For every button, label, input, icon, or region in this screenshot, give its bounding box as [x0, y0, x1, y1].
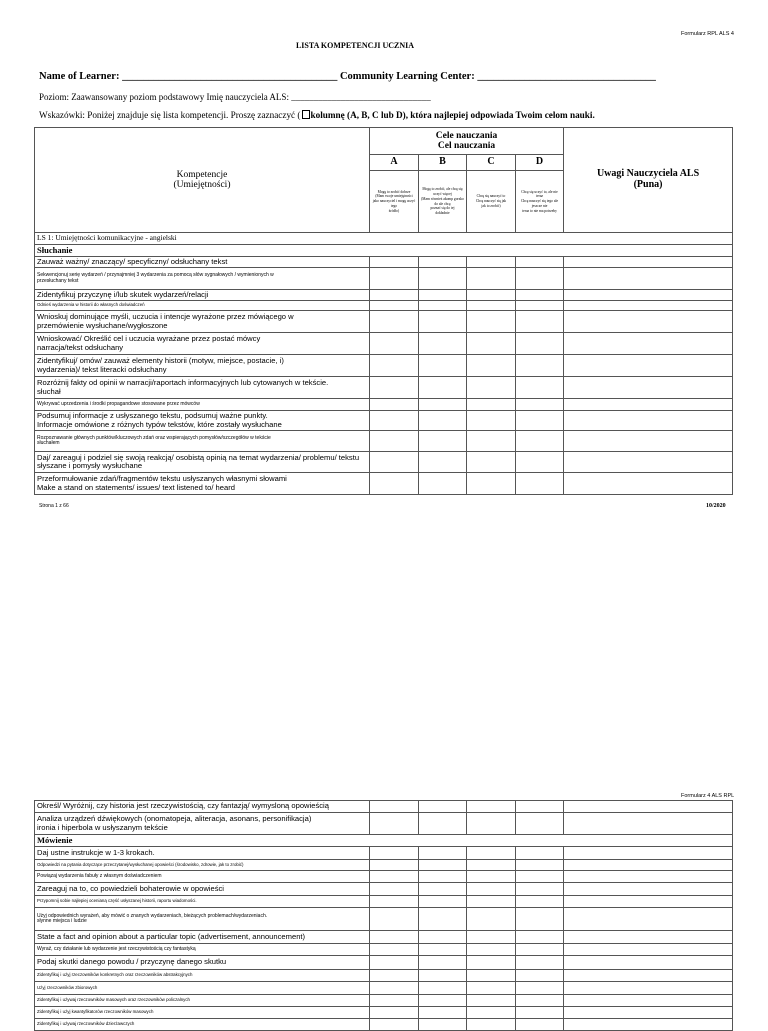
listening-rows [35, 257, 733, 495]
check-cell-c[interactable] [467, 896, 516, 908]
form-code-page2: Formularz 4 ALS RPL [681, 793, 735, 799]
check-cell-c[interactable] [467, 268, 516, 290]
check-cell-b[interactable] [419, 944, 467, 956]
teacher-notes-cell[interactable] [564, 871, 733, 883]
competency-line-1: Sekwencjonuj serię wydarzeń / przynajmniej 3 wydarzenia za pomocą słów sygnałowych / wymienionych w [37, 272, 274, 279]
teacher-notes-cell[interactable] [564, 473, 733, 495]
competency-text [35, 257, 370, 268]
competency-text [35, 847, 370, 860]
check-cell-b[interactable] [419, 473, 467, 495]
check-cell-d[interactable] [516, 411, 564, 431]
competency-line-1: Zareaguj na to, co powiedzieli bohaterowie w opowieści [37, 883, 224, 893]
check-cell-a[interactable] [370, 982, 419, 995]
competency-row [35, 908, 733, 931]
competency-line-1: Zidentyfikuj przyczynę i/lub skutek wydarzeń/relacji [37, 289, 209, 299]
desc-a2: (Mam swoje umiejętności jako nauczyciel i mogę uczyć tego [372, 194, 416, 208]
competency-row [35, 956, 733, 970]
desc-d2: Chcę nauczyć się tego ale jeszcze nie [520, 199, 559, 208]
check-cell-d[interactable] [516, 813, 564, 835]
check-cell-a[interactable] [370, 883, 419, 896]
competency-row [35, 995, 733, 1007]
competency-text [35, 355, 370, 377]
competency-text [35, 268, 370, 290]
teacher-notes-cell[interactable] [564, 1007, 733, 1019]
revision-date: 10/2020 [706, 503, 726, 509]
check-cell-b[interactable] [419, 956, 467, 970]
competency-row [35, 399, 733, 411]
teacher-notes-cell[interactable] [564, 813, 733, 835]
competency-line-1: Zidentyfikuj i użyj rzeczowników konkretnych oraz rzeczowników abstrakcyjnych [37, 972, 193, 978]
check-cell-a[interactable] [370, 452, 419, 473]
competency-line-1: Wyraź, czy działanie lub wydarzenie jest rzeczywistością czy fantastyką [37, 945, 196, 952]
form-code: Formularz RPL ALS 4 [681, 31, 734, 37]
check-cell-d[interactable] [516, 355, 564, 377]
competency-row [35, 301, 733, 311]
listening-rows-continued [35, 801, 733, 835]
check-cell-a[interactable] [370, 301, 419, 311]
competencies-header-line2: (Umiejętności) [173, 180, 231, 190]
check-cell-a[interactable] [370, 995, 419, 1007]
competency-line-1: Analiza urządzeń dźwiękowych (onomatopeja, aliteracja, asonans, personifikacja) [37, 814, 312, 824]
check-cell-c[interactable] [467, 257, 516, 268]
check-cell-b[interactable] [419, 871, 467, 883]
check-cell-b[interactable] [419, 290, 467, 301]
check-cell-d[interactable] [516, 311, 564, 333]
teacher-notes-cell[interactable] [564, 377, 733, 399]
check-cell-b[interactable] [419, 268, 467, 290]
check-cell-b[interactable] [419, 883, 467, 896]
competency-text [35, 473, 370, 495]
check-cell-c[interactable] [467, 333, 516, 355]
check-cell-c[interactable] [467, 970, 516, 982]
check-cell-b[interactable] [419, 377, 467, 399]
check-cell-d[interactable] [516, 931, 564, 944]
check-cell-b[interactable] [419, 1019, 467, 1031]
competency-text [35, 1007, 370, 1019]
check-cell-c[interactable] [467, 995, 516, 1007]
competency-line-1: Rozróżnij fakty od opinii w narracji/raportach informacyjnych lub cytowanych w tekście. [37, 378, 329, 388]
check-cell-d[interactable] [516, 399, 564, 411]
checkbox-symbol [302, 110, 310, 119]
competency-text [35, 944, 370, 956]
competency-line-1: Wnioskuj dominujące myśli, uczucia i intencje wyrażone przez mówiącego w [37, 312, 294, 322]
check-cell-d[interactable] [516, 257, 564, 268]
check-cell-c[interactable] [467, 883, 516, 896]
competency-line-1: Użyj odpowiednich wyrażeń, aby mówić o znanych wydarzeniach, bieżących problemach/wydarzeniach. [37, 912, 268, 919]
check-cell-a[interactable] [370, 431, 419, 452]
competency-row [35, 883, 733, 896]
competency-text [35, 982, 370, 995]
teacher-notes-cell[interactable] [564, 290, 733, 301]
check-cell-c[interactable] [467, 452, 516, 473]
check-cell-c[interactable] [467, 847, 516, 860]
check-cell-b[interactable] [419, 896, 467, 908]
check-cell-c[interactable] [467, 871, 516, 883]
check-cell-b[interactable] [419, 908, 467, 931]
competency-row [35, 944, 733, 956]
competency-row [35, 355, 733, 377]
competency-text [35, 896, 370, 908]
competency-line-1: Wnioskować/ Określić cel i uczucia wyrażane przez postać mówcy [37, 334, 261, 344]
check-cell-a[interactable] [370, 311, 419, 333]
check-cell-b[interactable] [419, 333, 467, 355]
teacher-notes-cell[interactable] [564, 847, 733, 860]
check-cell-b[interactable] [419, 399, 467, 411]
competency-line-2: narracja/tekst odsłuchany [37, 342, 124, 352]
competency-text [35, 883, 370, 896]
check-cell-c[interactable] [467, 931, 516, 944]
competency-line-2: Informacje omówione z różnych typów tekstów, które zostały wysłuchane [37, 419, 282, 429]
teacher-notes-cell[interactable] [564, 801, 733, 813]
check-cell-b[interactable] [419, 301, 467, 311]
competency-text [35, 301, 370, 311]
teacher-notes-cell[interactable] [564, 970, 733, 982]
section-listening: Słuchanie [35, 245, 733, 257]
column-a-description [370, 171, 419, 233]
competencies-header-line1: Kompetencje [176, 169, 228, 180]
speaking-rows [35, 847, 733, 1031]
check-cell-d[interactable] [516, 333, 564, 355]
competency-text [35, 333, 370, 355]
competency-row [35, 813, 733, 835]
check-cell-a[interactable] [370, 333, 419, 355]
competency-row [35, 931, 733, 944]
competency-row [35, 970, 733, 982]
check-cell-c[interactable] [467, 1007, 516, 1019]
competency-line-1: Określ/ Wyróżnij, czy historia jest rzeczywistością, czy fantazją/ wymysloną opowieścią [37, 801, 329, 811]
competency-line-1: Daj/ zareaguj i podziel się swoją reakcją/ osobistą opinią na temat wydarzenia/ problemu/ tekstu [37, 452, 360, 462]
competency-text [35, 970, 370, 982]
teacher-notes-cell[interactable] [564, 411, 733, 431]
check-cell-a[interactable] [370, 1007, 419, 1019]
goals-line2: Cel nauczania [437, 141, 496, 151]
competency-text [35, 377, 370, 399]
section-ls1: LS 1: Umiejętności komunikacyjne - angielski [35, 233, 733, 245]
competency-row [35, 268, 733, 290]
teacher-notes-cell[interactable] [564, 931, 733, 944]
check-cell-c[interactable] [467, 473, 516, 495]
teacher-notes-cell[interactable] [564, 333, 733, 355]
desc-a1: Mogę to zrobić dobrze [377, 189, 411, 194]
check-cell-c[interactable] [467, 813, 516, 835]
check-cell-d[interactable] [516, 268, 564, 290]
teacher-notes-cell[interactable] [564, 301, 733, 311]
notes-line1: Uwagi Nauczyciela ALS [596, 168, 700, 180]
competency-line-2: wydarzenia)/ tekst literacki odsłuchany [37, 364, 167, 374]
competency-text [35, 956, 370, 970]
column-c-header: C [467, 155, 516, 171]
check-cell-d[interactable] [516, 860, 564, 871]
competency-row [35, 333, 733, 355]
competency-row [35, 257, 733, 268]
check-cell-d[interactable] [516, 431, 564, 452]
competency-text [35, 813, 370, 835]
competency-row [35, 431, 733, 452]
check-cell-d[interactable] [516, 908, 564, 931]
check-cell-a[interactable] [370, 956, 419, 970]
competency-line-1: Wykrywać uprzedzenia i środki propagandowe stosowane przez mówców [37, 400, 200, 407]
teacher-notes-cell[interactable] [564, 311, 733, 333]
check-cell-d[interactable] [516, 377, 564, 399]
competency-text [35, 801, 370, 813]
competency-row [35, 860, 733, 871]
check-cell-d[interactable] [516, 801, 564, 813]
check-cell-d[interactable] [516, 982, 564, 995]
competencies-header [35, 128, 370, 233]
desc-c2: Chcę nauczyć się jak [475, 199, 507, 204]
check-cell-a[interactable] [370, 290, 419, 301]
teacher-notes-cell[interactable] [564, 944, 733, 956]
check-cell-c[interactable] [467, 399, 516, 411]
competency-line-2: słuchał [37, 386, 61, 396]
check-cell-b[interactable] [419, 411, 467, 431]
teacher-notes-cell[interactable] [564, 860, 733, 871]
competency-row [35, 847, 733, 860]
desc-c1: Chcę się nauczyć to [476, 194, 506, 199]
desc-b3: poznać się do tej [430, 206, 455, 211]
competency-line-1: Użyj rzeczowników zbiorowych [37, 984, 98, 990]
check-cell-c[interactable] [467, 411, 516, 431]
instructions [39, 110, 595, 120]
section-speaking: Mówienie [35, 835, 733, 847]
check-cell-b[interactable] [419, 431, 467, 452]
check-cell-d[interactable] [516, 896, 564, 908]
competency-line-1: Zidentyfikuj i używaj rzeczowników dzierżawczych [37, 1021, 135, 1027]
competency-line-1: Rozpoznawanie głównych punktów/kluczowych zdań oraz wspierających pomysłów/szczegółów w tekście [37, 434, 271, 441]
desc-b4: dokładnie [435, 210, 450, 215]
competency-text [35, 431, 370, 452]
check-cell-a[interactable] [370, 970, 419, 982]
teacher-notes-cell[interactable] [564, 399, 733, 411]
check-cell-c[interactable] [467, 1019, 516, 1031]
competency-row [35, 311, 733, 333]
competency-line-1: Zidentyfikuj i używaj rzeczowników masowych oraz rzeczowników policzalnych [37, 997, 190, 1003]
teacher-notes-cell[interactable] [564, 268, 733, 290]
check-cell-a[interactable] [370, 377, 419, 399]
check-cell-a[interactable] [370, 860, 419, 871]
check-cell-d[interactable] [516, 452, 564, 473]
check-cell-a[interactable] [370, 355, 419, 377]
check-cell-d[interactable] [516, 1019, 564, 1031]
check-cell-b[interactable] [419, 995, 467, 1007]
check-cell-a[interactable] [370, 847, 419, 860]
competency-line-1: State a fact and opinion about a particular topic (advertisement, announcement) [37, 931, 306, 941]
check-cell-a[interactable] [370, 473, 419, 495]
competency-line-1: Podsumuj informacje z usłyszanego tekstu, podsumuj ważne punkty. [37, 411, 268, 421]
competency-text [35, 995, 370, 1007]
competency-line-2: słynne miejsca i ludzie [37, 918, 87, 924]
competency-line-1: Przeformułowanie zdań/fragmentów tekstu usłyszanych własnymi słowami [37, 474, 287, 484]
notes-line2: (Puna) [633, 179, 663, 190]
check-cell-c[interactable] [467, 944, 516, 956]
competency-line-1: Podaj skutki danego powodu / przyczynę danego skutku [37, 957, 227, 967]
check-cell-d[interactable] [516, 944, 564, 956]
competency-row [35, 1019, 733, 1031]
check-cell-a[interactable] [370, 257, 419, 268]
check-cell-a[interactable] [370, 801, 419, 813]
competency-text [35, 931, 370, 944]
competency-row [35, 1007, 733, 1019]
check-cell-a[interactable] [370, 813, 419, 835]
check-cell-b[interactable] [419, 860, 467, 871]
teacher-notes-cell[interactable] [564, 452, 733, 473]
check-cell-b[interactable] [419, 311, 467, 333]
competency-text [35, 399, 370, 411]
check-cell-b[interactable] [419, 982, 467, 995]
check-cell-c[interactable] [467, 956, 516, 970]
desc-c3: jak to zrobić) [481, 203, 501, 208]
competency-line-1: Zidentyfikuj/ omów/ zauważ elementy historii (motyw, miejsce, postacie, i) [37, 356, 284, 366]
column-b-header: B [419, 155, 467, 171]
competency-line-1: Odnieś wydarzenia w historii do własnych doświadczeń [37, 302, 145, 308]
check-cell-c[interactable] [467, 801, 516, 813]
competency-row [35, 377, 733, 399]
check-cell-a[interactable] [370, 931, 419, 944]
check-cell-d[interactable] [516, 847, 564, 860]
check-cell-d[interactable] [516, 995, 564, 1007]
check-cell-d[interactable] [516, 956, 564, 970]
column-d-description [516, 171, 564, 233]
teacher-notes-cell[interactable] [564, 355, 733, 377]
competency-line-1: Odpowiedzi na pytania dotyczące przeczytanej/wysłuchanej opowieści (środowisko, zdrowie, jak to zrobić) [37, 861, 244, 867]
check-cell-a[interactable] [370, 908, 419, 931]
check-cell-c[interactable] [467, 290, 516, 301]
check-cell-a[interactable] [370, 399, 419, 411]
competency-line-2: Make a stand on statements/ issues/ text listened to/ heard [37, 482, 235, 492]
check-cell-c[interactable] [467, 311, 516, 333]
check-cell-a[interactable] [370, 411, 419, 431]
competency-table [34, 127, 733, 495]
check-cell-a[interactable] [370, 871, 419, 883]
competency-line-1: Daj ustne instrukcje w 1-3 krokach. [37, 847, 155, 857]
competency-row [35, 982, 733, 995]
check-cell-b[interactable] [419, 1007, 467, 1019]
teacher-notes-cell[interactable] [564, 982, 733, 995]
desc-d3: teraz to nie ma potrzeby [522, 208, 557, 213]
desc-a3: źródło) [388, 208, 400, 213]
desc-d1: Chcę się uczyć to, ale nie teraz [521, 189, 558, 199]
check-cell-c[interactable] [467, 355, 516, 377]
desc-b2: (Mam również akomp gorzko do ale chcę [421, 196, 464, 206]
check-cell-a[interactable] [370, 268, 419, 290]
competency-line-2: ironia i hiperbola w usłyszanym tekście [37, 822, 168, 832]
check-cell-d[interactable] [516, 301, 564, 311]
teacher-notes-cell[interactable] [564, 1019, 733, 1031]
competency-line-1: Powiązaj wydarzenia fabuły z własnym doświadczeniem [37, 872, 162, 879]
teacher-notes-cell[interactable] [564, 995, 733, 1007]
level-line: Poziom: Zaawansowany poziom podstawowy Imię nauczyciela ALS: _______________________________ [39, 92, 431, 102]
competency-table-page2 [34, 800, 733, 1031]
competency-line-2: przemówienie wysłuchane/wygłoszone [37, 320, 168, 330]
check-cell-c[interactable] [467, 860, 516, 871]
check-cell-d[interactable] [516, 473, 564, 495]
column-c-description [467, 171, 516, 233]
page-number: Strona 1 z 66 [39, 503, 69, 509]
instructions-end: kolumnę (A, B, C lub D), która najlepiej odpowiada Twoim celom nauki. [310, 110, 595, 120]
learning-goals-header [370, 128, 564, 155]
check-cell-c[interactable] [467, 301, 516, 311]
instructions-start: Wskazówki: Poniżej znajduje się lista kompetencji. Proszę zaznaczyć ( [39, 110, 301, 120]
teacher-notes-cell[interactable] [564, 883, 733, 896]
competency-text [35, 452, 370, 473]
check-cell-a[interactable] [370, 1019, 419, 1031]
goals-line1: Cele nauczania [435, 130, 498, 141]
check-cell-b[interactable] [419, 801, 467, 813]
competency-line-2: słyszane i pomysły wysłuchane [37, 461, 143, 470]
column-a-header: A [370, 155, 419, 171]
competency-row [35, 473, 733, 495]
check-cell-c[interactable] [467, 908, 516, 931]
page-title: LISTA KOMPETENCJI UCZNIA [295, 41, 415, 50]
competency-row [35, 871, 733, 883]
check-cell-b[interactable] [419, 813, 467, 835]
check-cell-b[interactable] [419, 970, 467, 982]
check-cell-c[interactable] [467, 982, 516, 995]
competency-row [35, 411, 733, 431]
competency-line-2: słuchałem [37, 440, 60, 446]
competency-line-1: Przypomnij sobie najlepiej ocenianą część usłyszanej historii, raportu wiadomości. [37, 898, 197, 904]
check-cell-c[interactable] [467, 377, 516, 399]
column-b-description [419, 171, 467, 233]
competency-row [35, 801, 733, 813]
desc-b1: Mogę to zrobić, ale chcę się uczyć więcej [422, 187, 463, 197]
check-cell-c[interactable] [467, 431, 516, 452]
competency-line-1: Zidentyfikuj i użyj kwantyfikatorów rzeczowników masowych [37, 1009, 154, 1015]
teacher-notes-cell[interactable] [564, 257, 733, 268]
check-cell-b[interactable] [419, 257, 467, 268]
competency-text [35, 1019, 370, 1031]
check-cell-d[interactable] [516, 970, 564, 982]
teacher-notes-cell[interactable] [564, 896, 733, 908]
check-cell-d[interactable] [516, 290, 564, 301]
check-cell-d[interactable] [516, 1007, 564, 1019]
teacher-notes-cell[interactable] [564, 431, 733, 452]
teacher-notes-cell[interactable] [564, 908, 733, 931]
competency-text [35, 290, 370, 301]
competency-row [35, 896, 733, 908]
check-cell-a[interactable] [370, 944, 419, 956]
learner-line: Name of Learner: _________________________________________ Community Learning Center: __________________________________ [39, 71, 656, 82]
competency-text [35, 860, 370, 871]
teacher-notes-cell[interactable] [564, 956, 733, 970]
competency-text [35, 871, 370, 883]
competency-text [35, 311, 370, 333]
check-cell-d[interactable] [516, 871, 564, 883]
competency-row [35, 452, 733, 473]
competency-line-2: przesłuchany tekst [37, 277, 79, 284]
check-cell-b[interactable] [419, 452, 467, 473]
check-cell-b[interactable] [419, 847, 467, 860]
competency-row [35, 290, 733, 301]
competency-text [35, 908, 370, 931]
competency-line-1: Zauważ ważny/ znaczący/ specyficzny/ odsłuchany tekst [37, 256, 228, 266]
column-d-header: D [516, 155, 564, 171]
check-cell-d[interactable] [516, 883, 564, 896]
check-cell-a[interactable] [370, 896, 419, 908]
check-cell-b[interactable] [419, 931, 467, 944]
competency-text [35, 411, 370, 431]
teacher-notes-header [564, 128, 733, 233]
check-cell-b[interactable] [419, 355, 467, 377]
